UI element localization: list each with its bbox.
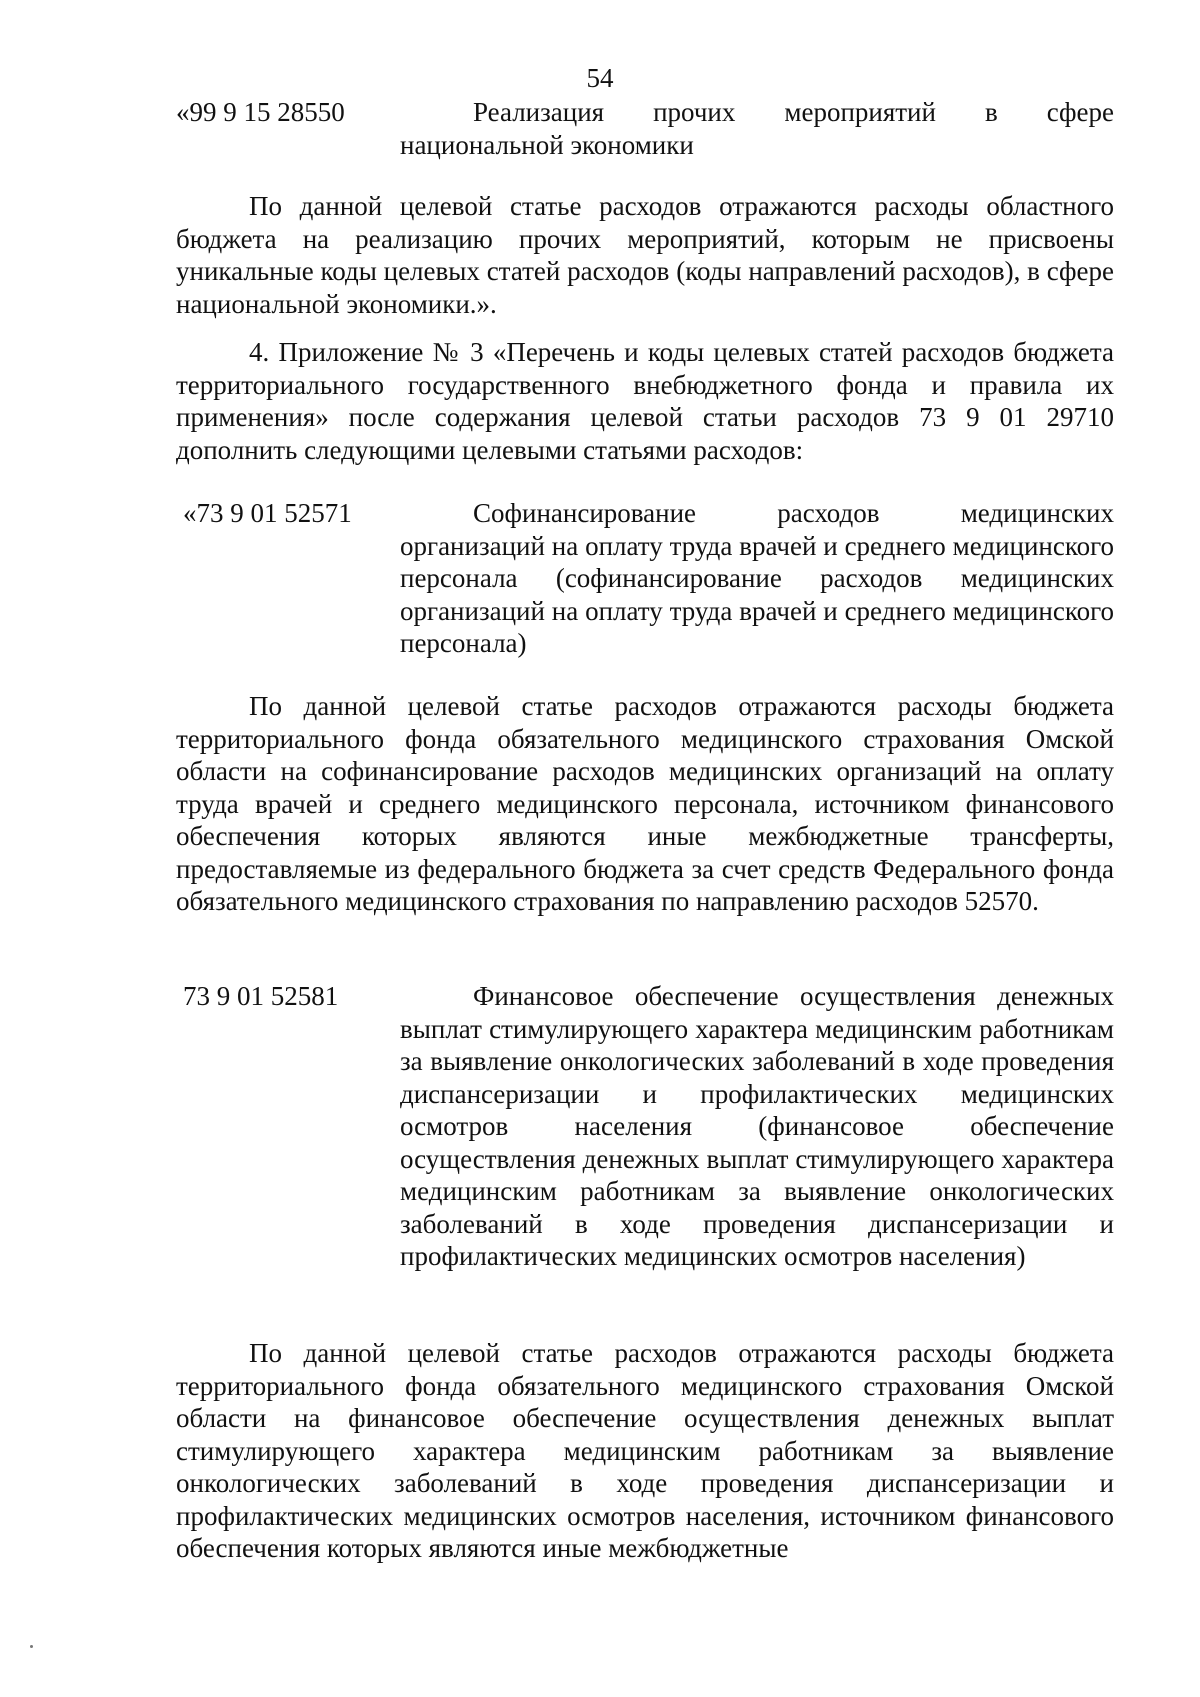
expense-code: «99 9 15 28550	[176, 97, 345, 127]
expense-code: 73 9 01 52581	[183, 981, 339, 1011]
expense-title: Реализация прочих мероприятий в сфере национальной экономики	[400, 97, 1114, 160]
body-paragraph: По данной целевой статье расходов отражаются расходы областного бюджета на реализацию прочих мероприятий, которым не присвоены уникальные коды целевых статей расходов (коды направлений расходов), в сфере национальной экономики.».	[176, 191, 1114, 319]
page-number: 54	[586, 63, 614, 93]
scan-artifact	[30, 1645, 33, 1648]
expense-code: «73 9 01 52571	[183, 498, 352, 528]
expense-title: Финансовое обеспечение осуществления денежных выплат стимулирующего характера медицинским работникам за выявление онкологических заболеваний в ходе проведения диспансеризации и профилактических медицинских осмотров населения (финансовое обеспечение осуществления денежных выплат стимулирующего характера медицинским работникам за выявление онкологических заболеваний в ходе проведения диспансеризации и профилактических медицинских осмотров населения)	[400, 981, 1114, 1271]
body-paragraph: 4. Приложение № 3 «Перечень и коды целевых статей расходов бюджета территориального государственного внебюджетного фонда и правила их применения» после содержания целевой статьи расходов 73 9 01 29710 дополнить следующими целевыми статьями расходов:	[176, 337, 1114, 465]
body-paragraph: По данной целевой статье расходов отражаются расходы бюджета территориального фонда обязательного медицинского страхования Омской области на софинансирование расходов медицинских организаций на оплату труда врачей и среднего медицинского персонала, источником финансового обеспечения которых являются иные межбюджетные трансферты, предоставляемые из федерального бюджета за счет средств Федерального фонда обязательного медицинского страхования по направлению расходов 52570.	[176, 691, 1114, 916]
expense-title: Софинансирование расходов медицинских организаций на оплату труда врачей и среднего медицинского персонала (софинансирование расходов медицинских организаций на оплату труда врачей и среднего медицинского персонала)	[400, 498, 1114, 658]
body-paragraph: По данной целевой статье расходов отражаются расходы бюджета территориального фонда обязательного медицинского страхования Омской области на финансовое обеспечение осуществления денежных выплат стимулирующего характера медицинским работникам за выявление онкологических заболеваний в ходе проведения диспансеризации и профилактических медицинских осмотров населения, источником финансового обеспечения которых являются иные межбюджетные	[176, 1338, 1114, 1563]
